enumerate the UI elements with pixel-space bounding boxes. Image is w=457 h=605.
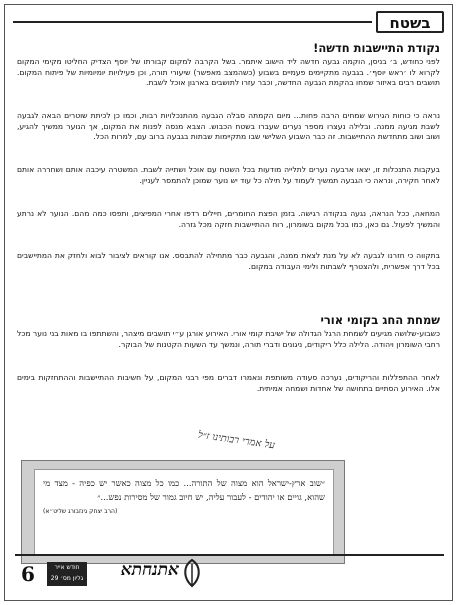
article1-paragraph-3: בעקבות התנכלות זו, יצאו ארבעה נערים לתלייה מודעות בכל השטח עם אוכל ושתייה לשבת. המשטרה עיכבה אותם ושחררה אותם לאחר חקירה, ונראה כי הגבעה תמשיך לעמוד על תילה כל עוד יש נוער שמוכן להתמסר לעניין. [17, 165, 440, 185]
article2-paragraph-1: כשבוע-שלושה מגיעים לשמחת הרגל הגדולה של ישיבת קומי אורי. האירוע אורגן ע״י תושבים מיצהר, והשתתפו בו מאות בני נוער מכל רחבי השומרון ויהודה. הלילה כלל ריקודים, ניגונים ודברי תורה, ונמשך עד השעות הקטנות של הבוקר. [17, 329, 440, 349]
article1-paragraph-1: לפני כחודש, ב׳ בניסן, הוקמה גבעה חדשה ליד הישוב איתמר. בשל הקרבה למקום קבורתו של יוסף הצדיק החליטו מקימי המקום לקרוא לו ׳ראש יוסף׳. בגבעה מתקיימים פעמיים בשבוע (כשהמצב מאפשר) שיעורי תורה, וכן פעילויות יומיומיות של פיתוח המקום. תושבים רבים באיזור שמחו בהקמת הגבעה החדשה, וכבר עזרו לתושבים בארגון אוכל לשבת. [17, 57, 440, 88]
newsletter-page [4, 4, 453, 601]
quote-signature: על אמרי רבותינו ז״ל [197, 429, 276, 452]
page-number: 6 [21, 562, 35, 586]
article1-paragraph-4: המחאה, ככל הנראה, נגעה בנקודה רגישה. בזמן הפצת החומרים, חיילים רדפו אחרי המפיצים, ותפסו כמה מהם. הנוער לא נרתע והמשיך לפעול. גם כאן, כמו בכל מקום בשומרון, רוח ההתיישבות חזקה מכל גזרה. [17, 209, 440, 229]
page-footer [15, 554, 444, 594]
issue-month: חודש אייר [54, 564, 80, 571]
logo-text: אתנחתא [120, 560, 179, 580]
quote-text: ״שוב ארץ-ישראל הוא מצוה של התורה... כמו כל מצוה כאשר יש כפיה - מצד מי שהוא, גויים או יהודים - לעבור עליה, יש חיוב גמור של מסירות נפש...״ [43, 478, 325, 502]
article1-paragraph-5: בתקווה כי חזרנו לגבעה לא על מנת לצאת ממנה, והגבעה כבר מתחילה להתבסס. אנו קוראים לציבור לבוא ולחזק את המתיישבים בכל דרך אפשרית, ולהצטרף לשבתות ולימי העבודה במקום. [17, 251, 440, 271]
leaf-logo-icon [181, 558, 203, 588]
banner-rule [13, 21, 372, 23]
section-banner [13, 11, 444, 33]
article1-paragraph-2: נראה כי כוחות הגירוש שמחים הרבה פחות... מיום הקמתה סבלה הגבעה מהתנכלויות רבות, וכמו כן לכיתת שוטרים הבאה לגבעה לשבת מגיעה ממנה. ובלילה נעצרו מספר נערים שעברו בשטח הכבוש. הצבא מנסה לפנות את המקום, אך הנוער ממשיך להגיע, ושוב ושוב מתחדשת ההתיישבות. זה כבר השבוע השלישי שבו מתקיימות שבתות בגבעה ברוב עם, למרות הכל. [17, 111, 440, 142]
article2-paragraph-2: לאחר ההתפללות והריקודים, נערכה סעודה משותפת ונאמרו דברים מפי רבני המקום, על חשיבות ההתיישבות וההתחזקות בימים אלו. האירוע הסתיים בתחושה של אחדות ושמחה אמיתית. [17, 373, 440, 393]
article1-title: נקודת התיישבות חדשה! [313, 41, 440, 55]
issue-number: גליון מס׳ 29 [50, 575, 84, 582]
section-tag: בשטח [376, 11, 444, 33]
article2-title: שמחת החג בקומי אורי [320, 313, 440, 327]
publication-logo [93, 558, 203, 590]
quote-source: (הרב יצחק גינזבורג שליט״א) [43, 508, 118, 515]
quote-inner [34, 469, 334, 555]
quote-box [21, 460, 345, 564]
issue-box [47, 562, 87, 586]
